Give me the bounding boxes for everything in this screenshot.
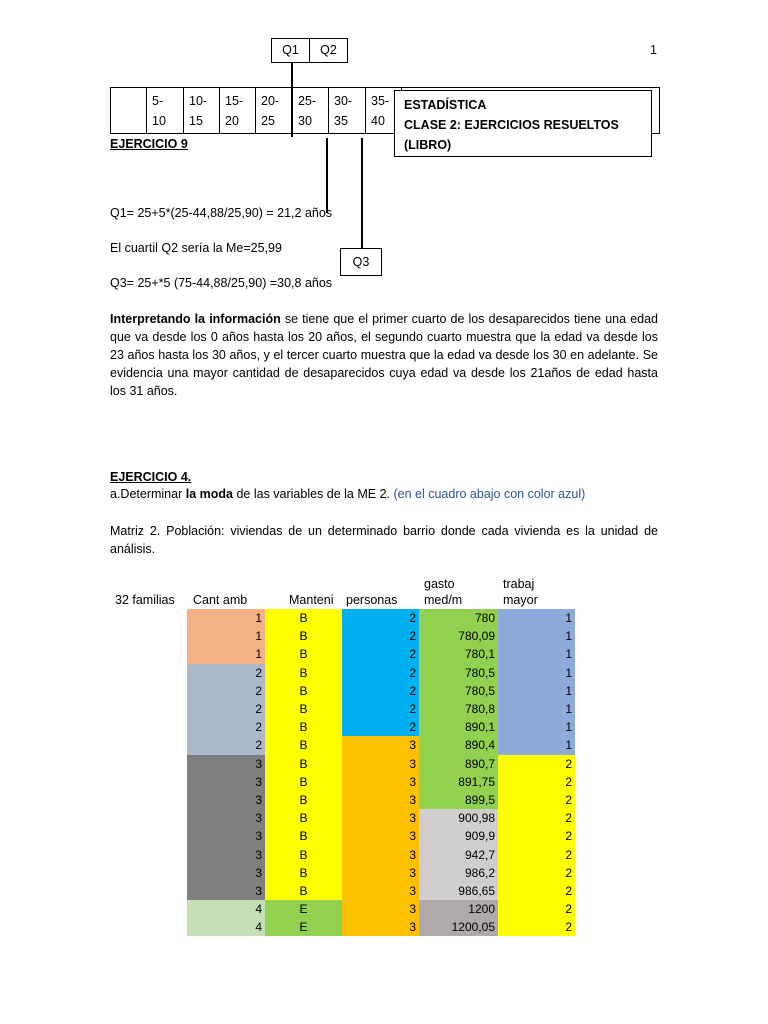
table-row <box>110 827 575 845</box>
row-spacer-cell <box>110 882 187 900</box>
cell-trabaj: 2 <box>498 882 575 900</box>
cell-cant-amb: 3 <box>187 845 265 863</box>
cell-cant-amb: 3 <box>187 773 265 791</box>
cell-personas: 3 <box>342 900 419 918</box>
cell-cant-amb: 1 <box>187 609 265 627</box>
ejercicio9-heading: EJERCICIO 9 <box>110 137 188 151</box>
cell-gasto: 780 <box>419 609 498 627</box>
table-row <box>110 645 575 663</box>
row-spacer-cell <box>110 809 187 827</box>
row-spacer-cell <box>110 791 187 809</box>
cell-gasto: 986,65 <box>419 882 498 900</box>
cell-personas: 2 <box>342 700 419 718</box>
row-spacer-cell <box>110 845 187 863</box>
row-spacer-cell <box>110 900 187 918</box>
q1-connector-line <box>326 138 328 213</box>
cell-personas: 2 <box>342 718 419 736</box>
table-row <box>110 609 575 627</box>
cell-personas: 3 <box>342 864 419 882</box>
cell-personas: 3 <box>342 773 419 791</box>
cell-personas: 3 <box>342 845 419 863</box>
row-spacer-cell <box>110 755 187 773</box>
cell-trabaj: 1 <box>498 736 575 754</box>
table-row <box>110 627 575 645</box>
q2-formula: El cuartil Q2 sería la Me=25,99 <box>110 241 282 255</box>
table-row <box>110 718 575 736</box>
cell-personas: 3 <box>342 882 419 900</box>
cell-manteni: B <box>265 755 342 773</box>
cell-trabaj: 1 <box>498 627 575 645</box>
table-row <box>110 664 575 682</box>
cell-manteni: B <box>265 664 342 682</box>
row-spacer-cell <box>110 918 187 936</box>
q1-formula: Q1= 25+5*(25-44,88/25,90) = 21,2 años <box>110 206 333 220</box>
table-row <box>110 864 575 882</box>
q3-label-box <box>340 248 382 276</box>
cell-cant-amb: 2 <box>187 736 265 754</box>
range-cell: 20- 25 <box>256 88 293 134</box>
row-spacer-cell <box>110 627 187 645</box>
cell-cant-amb: 3 <box>187 864 265 882</box>
cell-manteni: B <box>265 773 342 791</box>
table-row <box>110 791 575 809</box>
range-cell: 25- 30 <box>293 88 329 134</box>
cell-cant-amb: 3 <box>187 827 265 845</box>
cell-trabaj: 2 <box>498 755 575 773</box>
title-line-1: ESTADÍSTICA <box>404 98 487 112</box>
cell-manteni: B <box>265 882 342 900</box>
table-row <box>110 845 575 863</box>
row-spacer-cell <box>110 664 187 682</box>
cell-cant-amb: 3 <box>187 755 265 773</box>
range-cell: 10- 15 <box>184 88 220 134</box>
cell-manteni: B <box>265 700 342 718</box>
cell-trabaj: 2 <box>498 845 575 863</box>
cell-manteni: B <box>265 609 342 627</box>
cell-manteni: B <box>265 827 342 845</box>
row-spacer-cell <box>110 645 187 663</box>
q2-label: Q2 <box>320 43 337 57</box>
cell-gasto: 780,5 <box>419 664 498 682</box>
cell-trabaj: 2 <box>498 864 575 882</box>
cell-personas: 2 <box>342 664 419 682</box>
table-row <box>110 918 575 936</box>
cell-manteni: B <box>265 682 342 700</box>
row-spacer-cell <box>110 682 187 700</box>
col-header-trabaj: trabaj mayor <box>503 577 538 607</box>
cell-cant-amb: 3 <box>187 791 265 809</box>
cell-gasto: 909,9 <box>419 827 498 845</box>
col-header-cant-amb: Cant amb <box>193 593 248 607</box>
ejercicio4-instruction: a.Determinar la moda de las variables de la ME 2. (en el cuadro abajo con color azul) <box>110 487 586 501</box>
cell-personas: 3 <box>342 809 419 827</box>
cell-manteni: B <box>265 864 342 882</box>
cell-personas: 3 <box>342 918 419 936</box>
interpretation-paragraph <box>110 310 658 400</box>
cell-cant-amb: 2 <box>187 718 265 736</box>
cell-trabaj: 1 <box>498 664 575 682</box>
q2-label-box <box>309 38 348 63</box>
range-cell: 30- 35 <box>329 88 366 134</box>
cell-manteni: E <box>265 900 342 918</box>
cell-gasto: 986,2 <box>419 864 498 882</box>
cell-trabaj: 1 <box>498 682 575 700</box>
cell-trabaj: 1 <box>498 718 575 736</box>
cell-manteni: B <box>265 845 342 863</box>
interpretation-text: se tiene que el primer cuarto de los desaparecidos tiene una edad que va desde los 0 años hasta los 20 años, el segundo cuarto muestra que la edad va desde los 23 años hasta los 30 años, y el tercer cuarto muestra que la edad va desde los 30 en adelante. Se evidencia una mayor cantidad de desaparecidos cuya edad va desde los 21años de edad hasta los 31 años. <box>110 312 658 398</box>
q1-label-box <box>271 38 310 63</box>
cell-personas: 2 <box>342 627 419 645</box>
row-spacer-cell <box>110 773 187 791</box>
cell-gasto: 780,5 <box>419 682 498 700</box>
cell-personas: 3 <box>342 791 419 809</box>
cell-cant-amb: 2 <box>187 700 265 718</box>
cell-manteni: B <box>265 736 342 754</box>
title-box <box>394 90 652 157</box>
col-header-families: 32 familias <box>115 593 175 607</box>
table-row <box>110 809 575 827</box>
cell-gasto: 1200,05 <box>419 918 498 936</box>
q3-connector-line <box>361 138 363 249</box>
range-cell: 5- 10 <box>147 88 184 134</box>
cell-trabaj: 2 <box>498 791 575 809</box>
row-spacer-cell <box>110 736 187 754</box>
title-line-2: CLASE 2: EJERCICIOS RESUELTOS (LIBRO) <box>404 118 619 152</box>
cell-gasto: 942,7 <box>419 845 498 863</box>
cell-manteni: B <box>265 627 342 645</box>
cell-trabaj: 1 <box>498 645 575 663</box>
matriz-data-table <box>110 609 575 936</box>
cell-gasto: 1200 <box>419 900 498 918</box>
cell-manteni: B <box>265 718 342 736</box>
range-cell: 35- 40 <box>366 88 402 134</box>
q3-formula: Q3= 25+*5 (75-44,88/25,90) =30,8 años <box>110 276 333 290</box>
page-number: 1 <box>650 43 657 57</box>
col-header-personas: personas <box>346 593 398 607</box>
table-row <box>110 755 575 773</box>
cell-personas: 3 <box>342 827 419 845</box>
cell-cant-amb: 3 <box>187 809 265 827</box>
q2-connector-line <box>291 63 293 137</box>
cell-trabaj: 2 <box>498 918 575 936</box>
cell-manteni: B <box>265 809 342 827</box>
cell-trabaj: 1 <box>498 609 575 627</box>
cell-personas: 2 <box>342 645 419 663</box>
table-row <box>110 773 575 791</box>
row-spacer-cell <box>110 700 187 718</box>
cell-personas: 3 <box>342 736 419 754</box>
cell-gasto: 890,7 <box>419 755 498 773</box>
range-cell: 15- 20 <box>220 88 256 134</box>
cell-cant-amb: 4 <box>187 918 265 936</box>
row-spacer-cell <box>110 864 187 882</box>
table-row <box>110 900 575 918</box>
range-cell-empty <box>111 88 147 134</box>
cell-trabaj: 2 <box>498 900 575 918</box>
cell-gasto: 780,8 <box>419 700 498 718</box>
cell-personas: 3 <box>342 755 419 773</box>
row-spacer-cell <box>110 718 187 736</box>
cell-gasto: 780,09 <box>419 627 498 645</box>
cell-trabaj: 2 <box>498 827 575 845</box>
row-spacer-cell <box>110 827 187 845</box>
ejercicio4-heading: EJERCICIO 4. <box>110 470 192 484</box>
table-row <box>110 736 575 754</box>
cell-manteni: B <box>265 645 342 663</box>
cell-gasto: 900,98 <box>419 809 498 827</box>
cell-personas: 2 <box>342 609 419 627</box>
cell-trabaj: 2 <box>498 773 575 791</box>
cell-gasto: 890,4 <box>419 736 498 754</box>
matriz-description: Matriz 2. Población: viviendas de un determinado barrio donde cada vivienda es la unidad de análisis. <box>110 524 658 556</box>
cell-cant-amb: 1 <box>187 627 265 645</box>
cell-cant-amb: 4 <box>187 900 265 918</box>
cell-gasto: 890,1 <box>419 718 498 736</box>
col-header-manteni: Manteni <box>289 593 334 607</box>
q1-label: Q1 <box>282 43 299 57</box>
col-header-gasto: gasto med/m <box>424 577 463 607</box>
table-row <box>110 882 575 900</box>
cell-manteni: E <box>265 918 342 936</box>
row-spacer-cell <box>110 609 187 627</box>
cell-cant-amb: 2 <box>187 682 265 700</box>
cell-trabaj: 1 <box>498 700 575 718</box>
cell-manteni: B <box>265 791 342 809</box>
table-row <box>110 682 575 700</box>
cell-cant-amb: 3 <box>187 882 265 900</box>
cell-gasto: 899,5 <box>419 791 498 809</box>
cell-personas: 2 <box>342 682 419 700</box>
cell-cant-amb: 1 <box>187 645 265 663</box>
q3-label: Q3 <box>352 255 370 269</box>
cell-gasto: 891,75 <box>419 773 498 791</box>
cell-trabaj: 2 <box>498 809 575 827</box>
table-row <box>110 700 575 718</box>
cell-gasto: 780,1 <box>419 645 498 663</box>
interpretation-bold: Interpretando la información <box>110 312 281 326</box>
cell-cant-amb: 2 <box>187 664 265 682</box>
